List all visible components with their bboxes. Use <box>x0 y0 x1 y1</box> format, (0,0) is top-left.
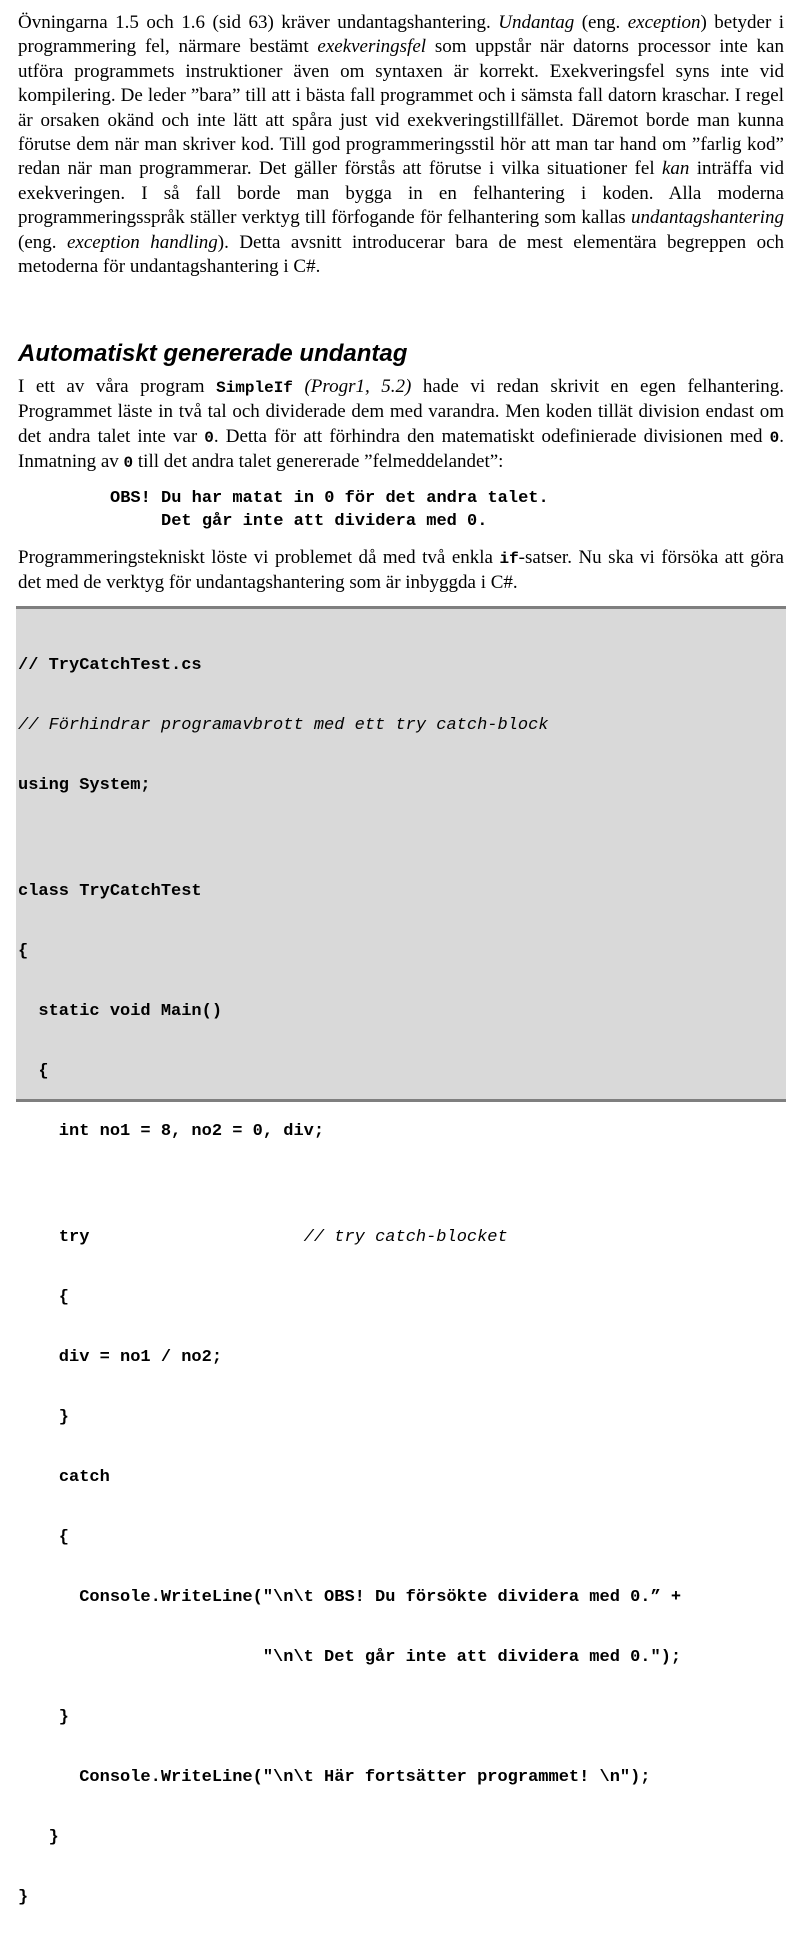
text-run: Övningarna 1.5 och 1.6 (sid 63) kräver undantagshantering. <box>18 12 499 33</box>
text-run: hade vi redan skrivit en egen felhantering. Programmet läste in två tal och dividerade dem med varandra. Men koden tillät division endast om det andra talet inte var <box>18 376 785 447</box>
code-line-comment: // Förhindrar programavbrott med ett try catch-block <box>18 716 549 735</box>
code-line: class TryCatchTest <box>18 882 202 901</box>
text-run: ). Detta avsnitt introducerar bara de mest elementära begreppen och metoderna för undantagshantering i C#. <box>18 231 784 278</box>
code-line: Console.WriteLine("\n\t OBS! Du försökte dividera med 0.” + <box>18 1588 682 1607</box>
text-run: som uppstår när datorns processor inte kan utföra programmets instruktioner även om syntaxen är korrekt. Exekveringsfel syns inte vid kompilering. De leder ”bara” till att i bästa fall programmet och i sämsta fall datorn kraschar. I regel är orsaken okänd och inte lätt att spåra just vid exekveringstillfället. Däremot borde man kunna förutse dem när man skriver kod. Till god programmeringsstil hör att man tar hand om ”farlig kod” redan när man programmerar. Det gäller förstås att förutse i vilka situationer fel <box>18 36 784 180</box>
text-run: I ett av våra program <box>18 376 217 397</box>
text-run: ) betyder i programmering fel, närmare bestämt <box>18 12 785 58</box>
text-run: Programmeringstekniskt löste vi problemet då med två enkla <box>18 547 500 568</box>
text-run: inträffa vid exekveringen. I så fall borde man bygga in en felhantering i koden. Alla moderna programmeringsspråk ställer verktyg till förfogande för felhantering som kallas <box>18 158 784 229</box>
code-line-comment: // TryCatchTest.cs <box>18 656 202 675</box>
text-run <box>293 376 305 397</box>
try-keyword: try <box>58 1228 90 1247</box>
text-run: -satser. Nu ska vi försöka att göra det med de verktyg för undantagshantering som är inbyggda i C#. <box>18 547 784 594</box>
text-run: (eng. <box>574 12 628 33</box>
text-run: till det andra talet genererade ”felmeddelandet”: <box>133 451 504 473</box>
code-line: { <box>18 1288 70 1307</box>
error-message-output <box>110 488 549 533</box>
code-line: } <box>18 1828 59 1847</box>
inline-code: 0 <box>123 454 134 473</box>
code-line: div = no1 / no2; <box>18 1348 223 1367</box>
section-heading: Automatiskt genererade undantag <box>18 340 408 367</box>
text-run: . Detta för att förhindra den matematiskt odefinierade divisionen med <box>213 425 770 447</box>
inline-code: if <box>499 550 519 568</box>
inline-code: 0 <box>204 428 214 447</box>
code-line: { <box>18 1062 49 1081</box>
code-line: using System; <box>18 776 151 795</box>
code-line: "\n\t Det går inte att dividera med 0."); <box>18 1648 682 1667</box>
code-line: int no1 = 8, no2 = 0, div; <box>18 1122 325 1141</box>
catch-keyword: catch <box>58 1468 110 1487</box>
code-line: } <box>18 1708 70 1727</box>
code-listing <box>16 606 786 1907</box>
text-run: kan <box>661 158 690 180</box>
text-run: undantagshantering <box>630 207 784 229</box>
code-line: static void Main() <box>18 1002 223 1021</box>
code-line: { <box>18 942 29 961</box>
text-run: exception <box>627 12 701 33</box>
text-run: exception handling <box>66 231 218 253</box>
code-line: Console.WriteLine("\n\t Här fortsätter programmet! \n"); <box>18 1768 651 1787</box>
text-run: . Inmatning av <box>18 425 784 473</box>
section-paragraph <box>18 375 784 476</box>
code-line-catch <box>18 1467 681 1489</box>
code-line-try <box>18 1227 681 1249</box>
code-line: { <box>18 1528 70 1547</box>
code-block <box>18 617 681 1947</box>
message-line: Det går inte att dividera med 0. <box>110 511 488 531</box>
inline-code: 0 <box>769 428 780 447</box>
text-run: (eng. <box>18 231 67 253</box>
text-run: Undantag <box>498 12 575 33</box>
intro-paragraph <box>18 11 784 279</box>
followup-paragraph <box>18 546 784 596</box>
code-line: } <box>18 1888 29 1907</box>
message-line: OBS! Du har matat in 0 för det andra talet. <box>110 489 549 508</box>
code-line: } <box>18 1408 70 1427</box>
code-comment: // try catch-blocket <box>303 1228 508 1247</box>
program-name: SimpleIf <box>216 379 293 397</box>
reference: (Progr1, 5.2) <box>304 376 412 397</box>
text-run: exekveringsfel <box>317 36 427 58</box>
